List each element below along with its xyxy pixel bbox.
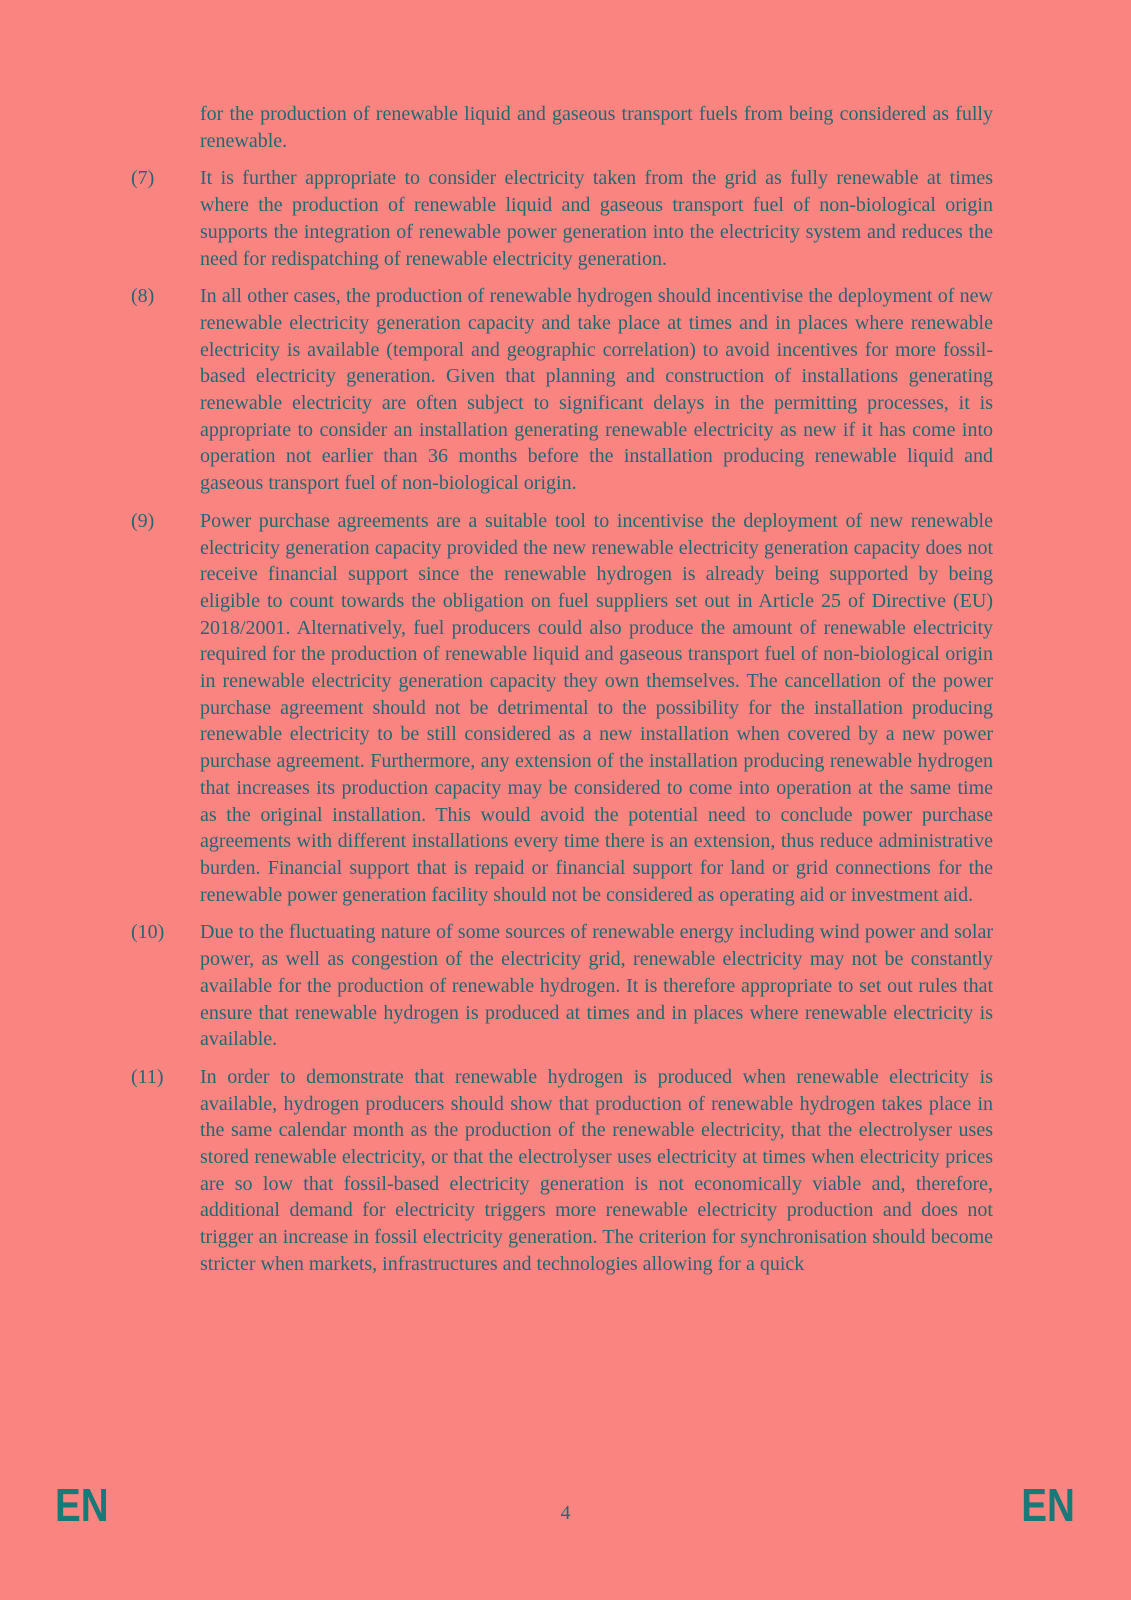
recital-number: (10) [131,921,165,944]
recital-text: In order to demonstrate that renewable hydrogen is produced when renewable electricity is available, hydrogen producers should show that production of renewable hydrogen takes place in the same calendar month as the production of the renewable electricity, that the electrolyser uses stored renewable electricity, or that the electrolyser uses electricity at times when electricity prices are so low that fossil-based electricity generation is not economically viable and, therefore, additional demand for electricity triggers more renewable electricity production and does not trigger an increase in fossil electricity generation. The criterion for synchronisation should become stricter when markets, infrastructures and technologies allowing for a quick [200,1065,993,1275]
page-number: 4 [560,1502,571,1524]
recital-number: (8) [131,285,155,308]
recital-paragraph-9 [131,508,993,909]
recital-number: (7) [131,167,155,190]
recital-paragraph-10 [131,919,993,1053]
recital-number: (9) [131,509,155,532]
recital-text: It is further appropriate to consider electricity taken from the grid as fully renewable at times where the production of renewable liquid and gaseous transport fuel of non-biological origin supports the integration of renewable power generation into the electricity system and reduces the need for redispatching of renewable electricity generation. [200,167,993,270]
recital-number: (11) [131,1065,164,1088]
recital-text: Due to the fluctuating nature of some sources of renewable energy including wind power and solar power, as well as congestion of the electricity grid, renewable electricity may not be constantly available for the production of renewable hydrogen. It is therefore appropriate to set out rules that ensure that renewable hydrogen is produced at times and in places where renewable electricity is available. [200,921,993,1051]
recital-text: for the production of renewable liquid and gaseous transport fuels from being considered as fully renewable. [200,103,993,152]
recital-paragraph-11 [131,1064,993,1278]
recital-number [131,101,200,154]
recital-paragraph-8 [131,283,993,497]
recital-paragraph-7 [131,165,993,272]
footer-language-code-right: EN [1021,1479,1075,1531]
recitals-body [131,101,993,1300]
recital-paragraph-continuation [131,101,993,154]
recital-text: In all other cases, the production of renewable hydrogen should incentivise the deployment of new renewable electricity generation capacity and take place at times and in places where renewable electricity is available (temporal and geographic correlation) to avoid incentives for more fossil-based electricity generation. Given that planning and construction of installations generating renewable electricity are often subject to significant delays in the permitting processes, it is appropriate to consider an installation generating renewable electricity as new if it has come into operation not earlier than 36 months before the installation producing renewable liquid and gaseous transport fuel of non-biological origin. [200,285,993,495]
recital-text: Power purchase agreements are a suitable tool to incentivise the deployment of new renewable electricity generation capacity provided the new renewable electricity generation capacity does not receive financial support since the renewable hydrogen is already being supported by being eligible to count towards the obligation on fuel suppliers set out in Article 25 of Directive (EU) 2018/2001. Alternatively, fuel producers could also produce the amount of renewable electricity required for the production of renewable liquid and gaseous transport fuel of non-biological origin in renewable electricity generation capacity they own themselves. The cancellation of the power purchase agreement should not be detrimental to the possibility for the installation producing renewable electricity to be still considered as a new installation when covered by a new power purchase agreement. Furthermore, any extension of the installation producing renewable hydrogen that increases its production capacity may be considered to come into operation at the same time as the original installation. This would avoid the potential need to conclude power purchase agreements with different installations every time there is an extension, thus reduce administrative burden. Financial support that is repaid or financial support for land or grid connections for the renewable power generation facility should not be considered as operating aid or investment aid. [200,509,993,906]
footer-language-code-left: EN [55,1479,109,1531]
